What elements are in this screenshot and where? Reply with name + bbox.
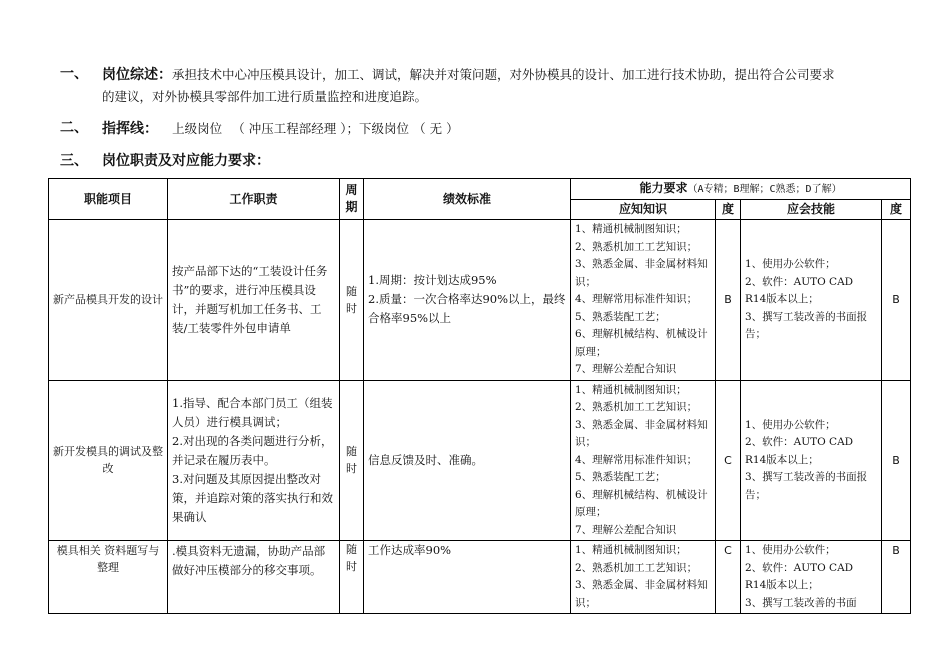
row-performance — [364, 541, 571, 614]
duty-line: 2.对出现的各类问题进行分析，并记录在履历表中。 — [172, 433, 333, 467]
duty-line: .模具资料无遗漏，协助产品部做好冲压模部分的移交事项。 — [172, 544, 326, 577]
section-title: 岗位职责及对应能力要求： — [102, 153, 270, 169]
skill-degree: B — [882, 220, 911, 381]
ability-title: 能力要求 — [639, 181, 688, 195]
section-number: 二、 — [60, 120, 88, 136]
row-skill — [741, 380, 882, 541]
knowledge-degree: C — [716, 380, 741, 541]
skill-item: 1、使用办公软件； — [745, 258, 836, 270]
header-duty: 工作职责 — [168, 179, 340, 220]
skill-item: 3、撰写工装改善的书面报告； — [745, 310, 868, 340]
knowledge-item: 3、熟悉金属、非金属材料知识； — [575, 579, 708, 609]
row-cycle: 随时 — [340, 541, 364, 614]
skill-item: 3、撰写工装改善的书面报告； — [745, 471, 868, 501]
knowledge-item: 4、理解常用标准件知识； — [575, 293, 698, 305]
overview-text: 承担技术中心冲压模具设计，加工、调试，解决并对策问题，对外协模具的设计、加工进行技术协助，提出符合公司要求 — [172, 67, 835, 82]
row-performance — [364, 380, 571, 541]
perf-line: 1.周期：按计划达成95% — [368, 273, 497, 288]
header-skill: 应会技能 — [741, 200, 882, 220]
subordinate-label: 下级岗位 — [359, 121, 410, 136]
knowledge-item: 6、理解机械结构、机械设计原理； — [575, 328, 708, 358]
header-knowledge: 应知知识 — [571, 200, 716, 220]
row-duty — [168, 220, 340, 381]
knowledge-degree: C — [716, 541, 741, 614]
knowledge-item: 1、精通机械制图知识； — [575, 223, 687, 235]
ability-legend: （A专精；B理解；C熟悉；D了解） — [687, 184, 842, 195]
perf-line: 2.质量：一次合格率达90%以上，最终合格率95%以上 — [368, 292, 566, 326]
knowledge-item: 3、熟悉金属、非金属材料知识； — [575, 258, 708, 288]
duty-line: 3.对问题及其原因提出整改对策，并追踪对策的落实执行和效果确认 — [172, 471, 333, 524]
header-knowledge-degree: 度 — [716, 200, 741, 220]
overview-text-cont: 的建议，对外协模具零部件加工进行质量监控和进度追踪。 — [102, 89, 428, 104]
knowledge-item: 7、理解公差配合知识 — [575, 523, 677, 536]
knowledge-item: 1、精通机械制图知识； — [575, 383, 687, 396]
knowledge-item: 2、熟悉机加工工艺知识； — [575, 561, 698, 574]
knowledge-item: 5、熟悉装配工艺； — [575, 471, 666, 483]
duty-line: 1.指导、配合本部门员工（组装人员）进行模具调试； — [172, 395, 333, 429]
section-number: 一、 — [60, 66, 88, 82]
header-performance: 绩效标准 — [364, 179, 571, 220]
skill-item: 1、使用办公软件； — [745, 544, 836, 556]
duty-table — [48, 178, 911, 614]
skill-item: 3、撰写工装改善的书面 — [745, 596, 857, 609]
row-skill — [741, 220, 882, 381]
skill-degree: B — [882, 380, 911, 541]
row-item: 新产品模具开发的设计 — [49, 220, 168, 381]
row-knowledge — [571, 541, 716, 614]
table-row — [49, 541, 911, 614]
knowledge-item: 1、精通机械制图知识； — [575, 544, 687, 556]
skill-item: 2、软件：AUTO CAD R14版本以上； — [745, 275, 854, 305]
section-title: 岗位综述： — [102, 67, 172, 83]
header-cycle: 周期 — [340, 179, 364, 220]
skill-degree: B — [882, 541, 911, 614]
header-ability — [571, 179, 911, 200]
separator: ； — [346, 121, 360, 136]
knowledge-item: 5、熟悉装配工艺； — [575, 310, 666, 323]
subordinate-value: （ 无 ） — [413, 121, 459, 136]
row-skill — [741, 541, 882, 614]
perf-line: 工作达成率90% — [368, 543, 452, 557]
superior-value: （ 冲压工程部经理 ） — [232, 121, 347, 136]
knowledge-item: 7、理解公差配合知识 — [575, 363, 677, 375]
table-row — [49, 380, 911, 541]
section-overview — [60, 64, 920, 108]
skill-item: 2、软件：AUTO CAD R14版本以上； — [745, 436, 854, 466]
header-item: 职能项目 — [49, 179, 168, 220]
row-knowledge — [571, 380, 716, 541]
row-duty — [168, 380, 340, 541]
section-number: 三、 — [60, 153, 88, 169]
knowledge-item: 2、熟悉机加工工艺知识； — [575, 401, 698, 413]
section-command-line — [60, 118, 920, 140]
superior-label: 上级岗位 — [172, 121, 223, 136]
row-cycle: 随时 — [340, 220, 364, 381]
knowledge-item: 3、熟悉金属、非金属材料知识； — [575, 418, 708, 448]
row-item: 新开发模具的调试及整改 — [49, 380, 168, 541]
section-duties — [60, 151, 920, 172]
knowledge-item: 2、熟悉机加工工艺知识； — [575, 240, 698, 253]
knowledge-item: 4、理解常用标准件知识； — [575, 453, 698, 466]
section-title: 指挥线： — [102, 121, 158, 137]
row-item: 模具相关 资料题写与整理 — [49, 541, 168, 614]
row-duty — [168, 541, 340, 614]
row-performance — [364, 220, 571, 381]
header-skill-degree: 度 — [882, 200, 911, 220]
perf-line: 信息反馈及时、准确。 — [368, 452, 483, 467]
skill-item: 2、软件：AUTO CAD R14版本以上； — [745, 561, 854, 591]
skill-item: 1、使用办公软件； — [745, 418, 836, 431]
knowledge-item: 6、理解机械结构、机械设计原理； — [575, 488, 708, 518]
row-cycle: 随时 — [340, 380, 364, 541]
duty-line: 按产品部下达的“工装设计任务书”的要求，进行冲压模具设计，并题写机加工任务书、工装/工装零件外包申请单 — [172, 263, 328, 335]
knowledge-degree: B — [716, 220, 741, 381]
row-knowledge — [571, 220, 716, 381]
table-row — [49, 220, 911, 381]
